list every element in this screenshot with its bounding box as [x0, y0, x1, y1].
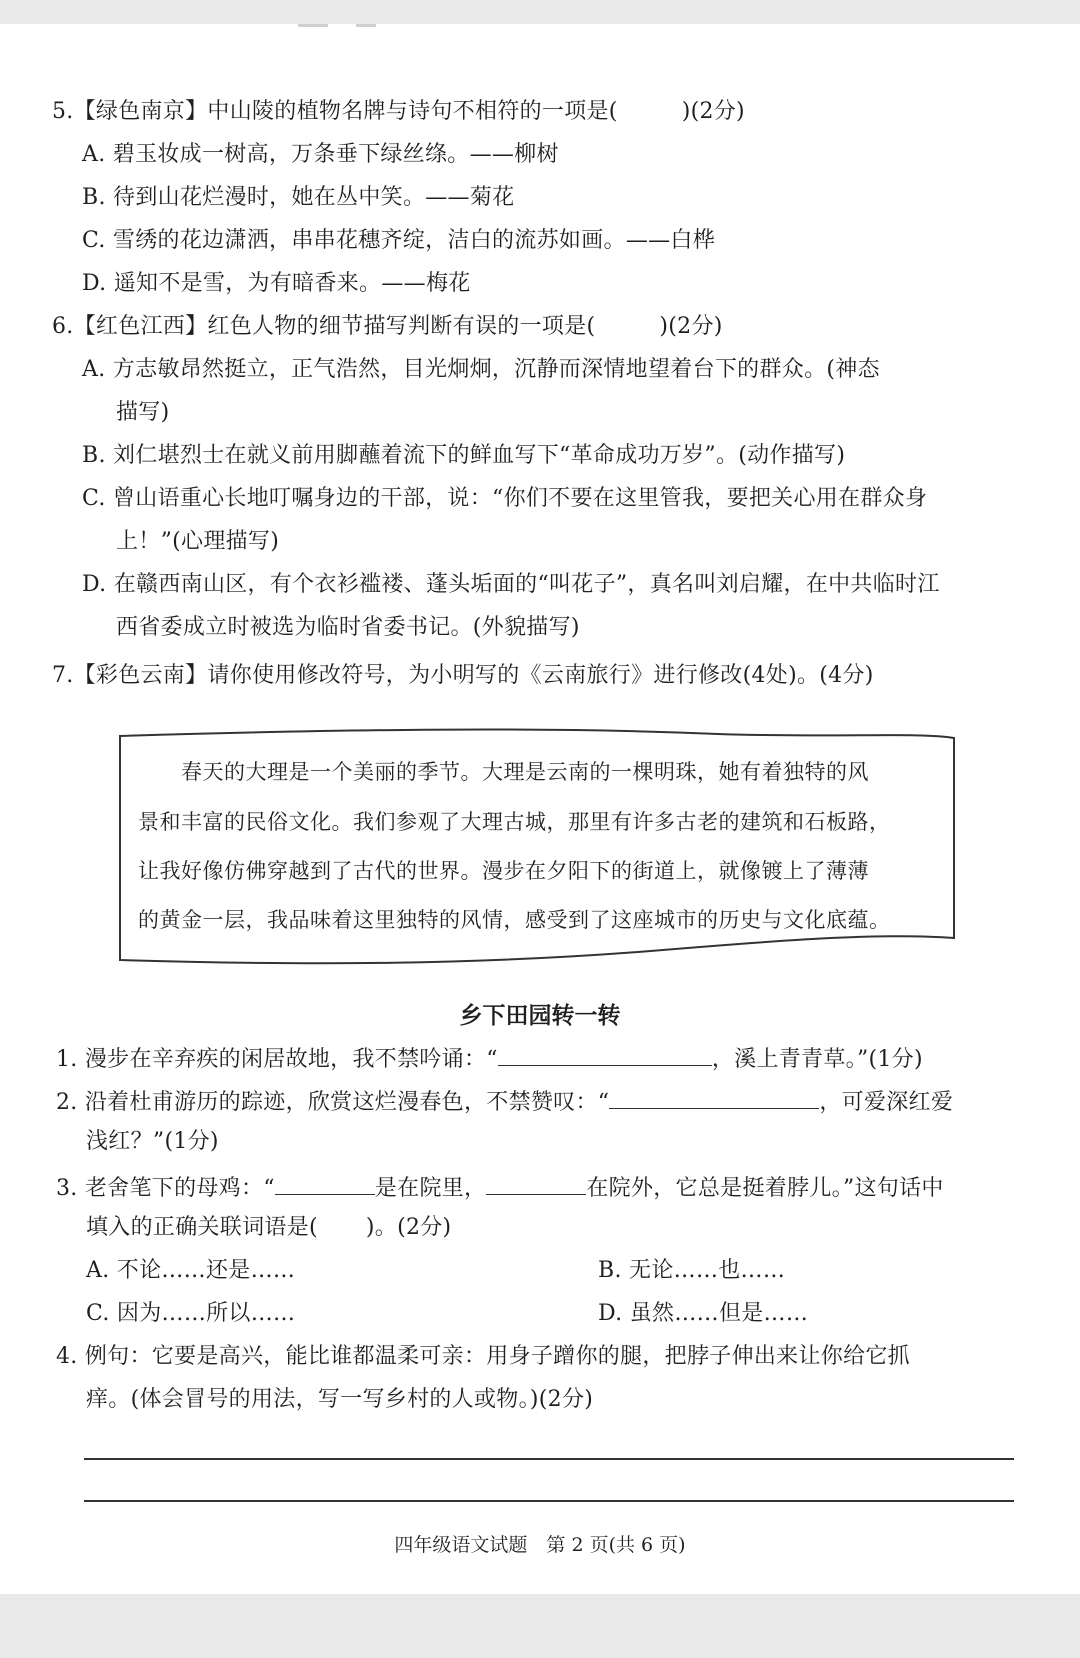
q5-option-a: A. 碧玉妆成一树高，万条垂下绿丝绦。——柳树 — [82, 142, 559, 167]
section-title: 乡下田园转一转 — [459, 1003, 621, 1029]
q6-option-d-cont: 西省委成立时被选为临时省委书记。(外貌描写) — [116, 615, 580, 640]
s-q2-text: 2. 沿着杜甫游历的踪迹，欣赏这烂漫春色，不禁赞叹：“ — [56, 1090, 610, 1115]
q6-option-d: D. 在赣西南山区，有个衣衫褴褛、蓬头垢面的“叫花子”，真名叫刘启耀，在中共临时江 — [82, 572, 940, 597]
s-q1-text: 1. 漫步在辛弃疾的闲居故地，我不禁吟诵：“ — [56, 1047, 498, 1072]
s-q2-cont: 浅红？”(1分) — [86, 1129, 219, 1154]
q5-option-c: C. 雪绣的花边潇洒，串串花穗齐绽，洁白的流苏如画。——白桦 — [82, 228, 716, 253]
s-q3-text: 3. 老舍笔下的母鸡：“ — [56, 1176, 275, 1201]
s-q4: 4. 例句：它要是高兴，能比谁都温柔可亲：用身子蹭你的腿，把脖子伸出来让你给它抓 — [56, 1344, 910, 1369]
answer-blank[interactable] — [609, 1084, 819, 1109]
s-q2-text-end: ，可爱深红爱 — [819, 1090, 954, 1115]
scan-mark — [298, 24, 328, 27]
s-q3-option-b: B. 无论……也…… — [598, 1258, 786, 1283]
answer-blank[interactable] — [498, 1041, 712, 1066]
s-q3-score: )。(2分) — [365, 1215, 452, 1240]
s-q3-text-mid: 是在院里， — [374, 1176, 487, 1201]
q6-option-a: A. 方志敏昂然挺立，正气浩然，目光炯炯，沉静而深情地望着台下的群众。(神态 — [82, 357, 880, 382]
answer-line[interactable] — [84, 1458, 1014, 1460]
q7-stem: 7.【彩色云南】请你使用修改符号，为小明写的《云南旅行》进行修改(4处)。(4分) — [52, 663, 874, 688]
s-q3-option-c: C. 因为……所以…… — [86, 1301, 296, 1326]
essay-line-4: 的黄金一层，我品味着这里独特的风情，感受到了这座城市的历史与文化底蕴。 — [138, 908, 891, 932]
essay-line-1: 春天的大理是一个美丽的季节。大理是云南的一棵明珠，她有着独特的风 — [138, 760, 869, 784]
scan-mark — [356, 24, 376, 27]
s-q1 — [56, 1041, 923, 1075]
page-footer: 四年级语文试题 第 2 页(共 6 页) — [394, 1534, 686, 1556]
s-q3-option-a: A. 不论……还是…… — [86, 1258, 296, 1283]
q5-stem-text: 5.【绿色南京】中山陵的植物名牌与诗句不相符的一项是( — [52, 99, 618, 124]
q6-score: )(2分) — [659, 314, 723, 339]
s-q2 — [56, 1084, 953, 1118]
s-q4-cont: 痒。(体会冒号的用法，写一写乡村的人或物。)(2分) — [86, 1387, 594, 1412]
q6-stem-text: 6.【红色江西】红色人物的细节描写判断有误的一项是( — [52, 314, 596, 339]
s-q3-cont-text: 填入的正确关联词语是( — [86, 1215, 318, 1240]
answer-blank[interactable] — [486, 1170, 586, 1195]
s-q1-text-end: ，溪上青青草。”(1分) — [711, 1047, 923, 1072]
q6-option-c: C. 曾山语重心长地叮嘱身边的干部，说：“你们不要在这里管我，要把关心用在群众身 — [82, 486, 928, 511]
s-q3-text-end: 在院外，它总是挺着脖儿。”这句话中 — [586, 1176, 944, 1201]
s-q3-option-d: D. 虽然……但是…… — [598, 1301, 809, 1326]
q5-option-d: D. 遥知不是雪，为有暗香来。——梅花 — [82, 271, 471, 296]
q6-stem — [52, 312, 723, 342]
answer-line[interactable] — [84, 1500, 1014, 1502]
essay-line-3: 让我好像仿佛穿越到了古代的世界。漫步在夕阳下的街道上，就像镀上了薄薄 — [138, 859, 869, 883]
q6-option-a-cont: 描写) — [116, 400, 170, 425]
q6-option-b: B. 刘仁堪烈士在就义前用脚蘸着流下的鲜血写下“革命成功万岁”。(动作描写) — [82, 443, 846, 468]
q5-stem — [52, 97, 745, 127]
answer-blank[interactable] — [275, 1170, 375, 1195]
essay-scroll — [118, 728, 958, 972]
s-q3-cont — [86, 1213, 451, 1243]
q6-option-c-cont: 上！”(心理描写) — [116, 529, 280, 554]
q5-option-b: B. 待到山花烂漫时，她在丛中笑。——菊花 — [82, 185, 515, 210]
essay-line-2: 景和丰富的民俗文化。我们参观了大理古城，那里有许多古老的建筑和石板路， — [138, 810, 891, 834]
q5-score: )(2分) — [681, 99, 745, 124]
s-q3 — [56, 1170, 944, 1204]
